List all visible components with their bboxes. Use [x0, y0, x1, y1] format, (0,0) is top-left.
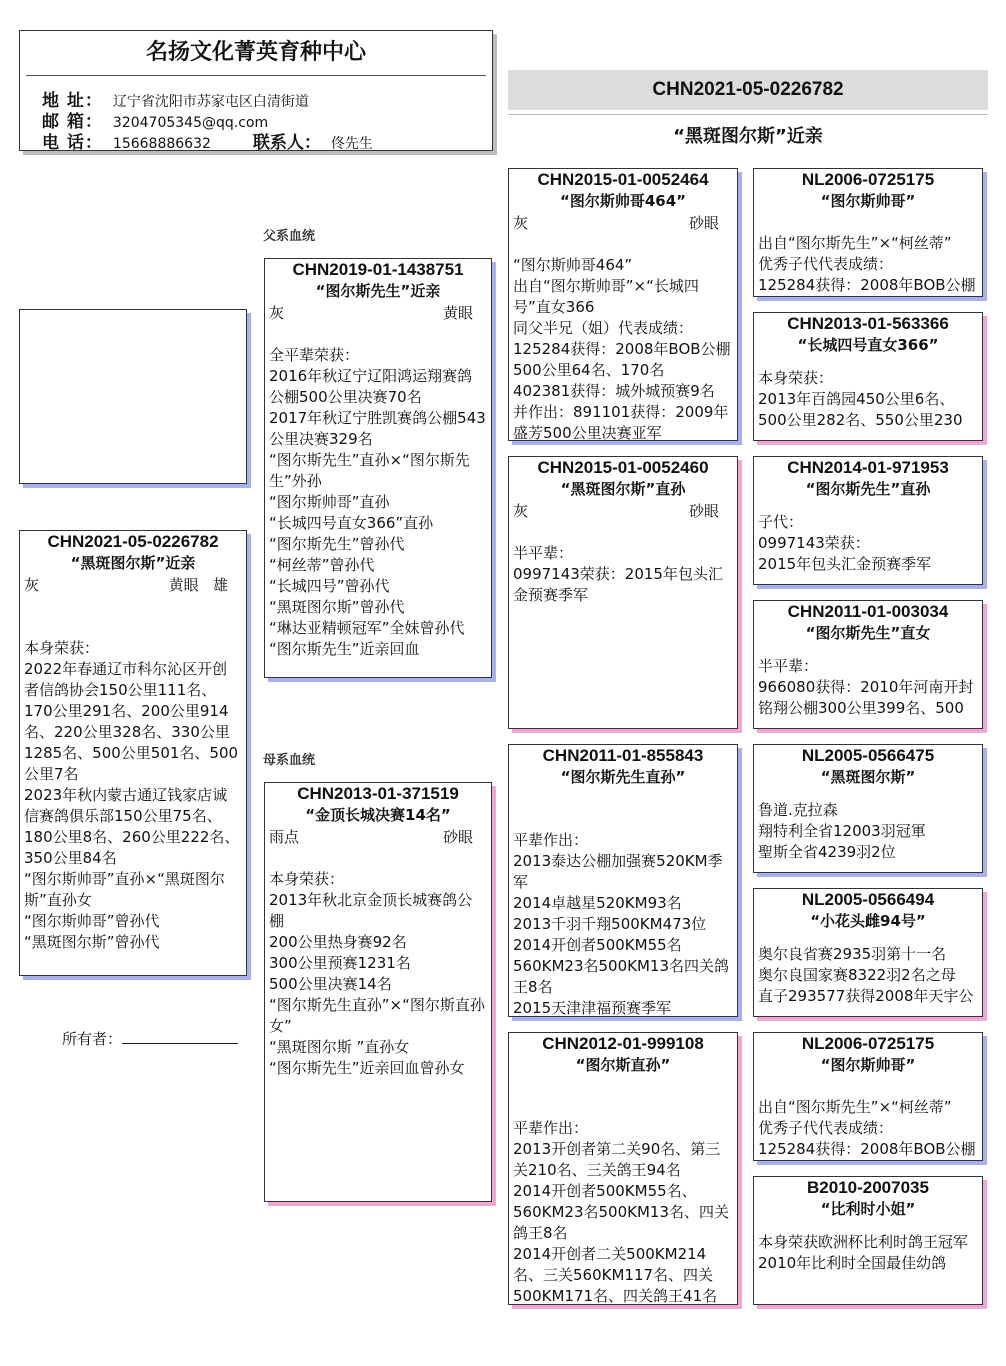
record-line: 2014开创者500KM55名: [513, 936, 682, 954]
breeder-title: 名扬文化菁英育种中心: [145, 40, 366, 65]
gp1-eye: 砂眼: [688, 214, 719, 232]
record-line: 402381获得：城外城预赛9名: [513, 382, 715, 400]
g5-record: [758, 800, 978, 863]
sire-attributes: [269, 302, 487, 324]
g6-ring: NL2005-0566494: [801, 890, 935, 909]
g1-record: [758, 233, 978, 296]
record-line: “黑斑图尔斯”曾孙代: [24, 933, 160, 951]
owner-label: 所有者：: [62, 1030, 123, 1048]
record-line: 2013年百鸽园450公里6名、500公里282名、550公里230: [758, 390, 963, 429]
sire-card: [264, 258, 492, 678]
dam-color: 雨点: [269, 828, 300, 846]
record-line: “图尔斯帅哥”直孙×“黑斑图尔斯”直孙女: [24, 870, 225, 909]
gp2-ring: CHN2015-01-0052460: [537, 458, 709, 477]
gp1-color: 灰: [513, 214, 529, 232]
g8-record: [758, 1232, 978, 1274]
record-line: 平辈作出：: [513, 831, 589, 849]
g4-record: [758, 656, 978, 719]
record-line: 翔特利全省12003羽冠軍: [758, 822, 926, 840]
gp1-attributes: [513, 212, 733, 234]
sire-name: “图尔斯先生”近亲: [315, 282, 441, 300]
record-line: 125284获得：2008年BOB公棚: [758, 1140, 976, 1158]
record-line: 2013年秋北京金顶长城赛鸽公棚: [269, 891, 473, 930]
record-line: 966080获得：2010年河南开封铭翔公棚300公里399名、500: [758, 678, 974, 717]
record-line: 出自“图尔斯帅哥”×“长城四号”直女366: [513, 277, 699, 316]
record-line: “图尔斯帅哥464”: [513, 256, 633, 274]
gp1-name: “图尔斯帅哥464”: [559, 192, 687, 210]
record-line: “图尔斯先生”近亲回血: [269, 640, 420, 658]
granddam-maternal-card: [508, 1032, 738, 1305]
record-line: “柯丝蒂”曾孙代: [269, 556, 375, 574]
dam-name: “金顶长城决赛14名”: [305, 806, 451, 824]
record-line: 优秀子代代表成绩：: [758, 255, 894, 273]
g7-record: [758, 1097, 978, 1160]
record-line: 2014开创者500KM55名、560KM23名500KM13名、四关鸽王8名: [513, 1182, 729, 1242]
record-line: 半平辈：: [513, 544, 574, 562]
g6-name: “小花头雌94号”: [810, 912, 926, 930]
g5-ring: NL2005-0566475: [801, 746, 935, 765]
record-line: 2015天津津福预赛季军: [513, 999, 672, 1017]
address-value: 辽宁省沈阳市苏家屯区白清街道: [112, 94, 309, 110]
ggp2-card: [753, 312, 983, 441]
ggp4-card: [753, 600, 983, 729]
record-line: 0997143荣获：: [758, 534, 870, 552]
record-line: 同父半兄（姐）代表成绩：: [513, 319, 694, 337]
header-divider: [26, 75, 486, 76]
gp3-name: “图尔斯先生直孙”: [560, 768, 686, 786]
paternal-label: 父系血统: [263, 229, 316, 244]
record-line: “图尔斯先生”近亲回血曾孙女: [269, 1059, 465, 1077]
record-line: 直子293577获得2008年天宇公: [758, 987, 974, 1005]
maternal-label: 母系血统: [263, 753, 316, 768]
record-line: 0997143荣获：2015年包头汇金预赛季军: [513, 565, 723, 604]
record-line: 出自“图尔斯先生”×“柯丝蒂”: [758, 234, 952, 252]
record-line: 2014开创者二关500KM214名、三关560KM117名、四关500KM171名、四关鸽王41名: [513, 1245, 718, 1305]
sire-ring: CHN2019-01-1438751: [292, 260, 464, 279]
ggp1-card: [753, 168, 983, 297]
dam-card: [264, 782, 492, 1202]
gp2-color: 灰: [513, 502, 529, 520]
record-line: 本身荣获欧洲杯比利时鸽王冠军: [758, 1233, 969, 1251]
record-line: 560KM23名500KM13名四关鸽王8名: [513, 957, 729, 996]
subject-name: “黑斑图尔斯”近亲: [70, 554, 196, 572]
g8-name: “比利时小姐”: [820, 1200, 916, 1218]
gp3-record: [513, 830, 733, 1017]
gp2-name: “黑斑图尔斯”直孙: [560, 480, 686, 498]
gp1-ring: CHN2015-01-0052464: [537, 170, 709, 189]
record-line: 2013开创者第二关90名、第三关210名、三关鸽王94名: [513, 1140, 721, 1179]
record-line: 优秀子代代表成绩：: [758, 1119, 894, 1137]
top-bird-name: “黑斑图尔斯”近亲: [673, 126, 823, 147]
g3-name: “图尔斯先生”直孙: [805, 480, 931, 498]
record-line: 鲁道.克拉森: [758, 801, 838, 819]
address-label: 地 址：: [42, 91, 103, 111]
record-line: 奥尔良国家赛8322羽2名之母: [758, 966, 956, 984]
record-line: “图尔斯先生”曾孙代: [269, 535, 405, 553]
g4-ring: CHN2011-01-003034: [787, 602, 949, 621]
record-line: 2022年春通辽市科尔沁区开创者信鸽协会150公里111名、170公里291名、200公里914名、220公里328名、330公里1285名、500公里501名、500公里7名: [24, 660, 239, 783]
g7-ring: NL2006-0725175: [801, 1034, 935, 1053]
owner-signature-line[interactable]: [122, 1030, 238, 1044]
record-line: 200公里热身赛92名: [269, 933, 407, 951]
email-label: 邮 箱：: [42, 112, 103, 132]
gp3-ring: CHN2011-01-855843: [542, 746, 704, 765]
record-line: “长城四号”曾孙代: [269, 577, 390, 595]
gp1-record: [513, 255, 733, 441]
g2-record: [758, 368, 978, 431]
record-line: “图尔斯先生”直孙×“图尔斯先生”外孙: [269, 451, 470, 490]
record-line: 本身荣获：: [758, 369, 834, 387]
gp2-eye: 砂眼: [688, 502, 719, 520]
ggp7-card: [753, 1032, 983, 1161]
grandsire-paternal-card: [508, 168, 738, 441]
record-line: 本身荣获：: [269, 870, 345, 888]
subject-card: [19, 530, 247, 976]
record-line: 全平辈荣获：: [269, 346, 360, 364]
record-line: 2016年秋辽宁辽阳鸿运翔赛鸽公棚500公里决赛70名: [269, 367, 473, 406]
record-line: 半平辈：: [758, 657, 819, 675]
record-line: “图尔斯帅哥”直孙: [269, 493, 390, 511]
phone-value: 15668886632: [112, 136, 211, 151]
record-line: “长城四号直女366”直孙: [269, 514, 434, 532]
subject-sex: 雄: [212, 576, 228, 594]
gp2-record: [513, 543, 733, 606]
breeder-header: [19, 30, 493, 151]
ggp3-card: [753, 456, 983, 585]
record-line: 平辈作出：: [513, 1119, 589, 1137]
top-ring-number: CHN2021-05-0226782: [508, 70, 988, 110]
record-line: 300公里预赛1231名: [269, 954, 411, 972]
record-line: 聖斯全省4239羽2位: [758, 843, 896, 861]
record-line: 125284获得：2008年BOB公棚500公里64名、170名: [513, 340, 731, 379]
record-line: 奥尔良省赛2935羽第十一名: [758, 945, 947, 963]
sire-record: [269, 345, 487, 660]
record-line: 2014卓越星520KM93名: [513, 894, 682, 912]
owner-field: [62, 1028, 238, 1049]
record-line: 并作出：891101获得：2009年盛芳500公里决赛亚军: [513, 403, 729, 441]
record-line: “琳达亚精顿冠军”全妹曾孙代: [269, 619, 465, 637]
ggp6-card: [753, 888, 983, 1017]
phone-row: [42, 128, 373, 151]
gp4-ring: CHN2012-01-999108: [542, 1034, 704, 1053]
subject-eye: 黄眼: [168, 576, 199, 594]
dam-ring: CHN2013-01-371519: [297, 784, 459, 803]
g2-ring: CHN2013-01-563366: [787, 314, 949, 333]
dam-attributes: [269, 826, 487, 848]
granddam-paternal-card: [508, 456, 738, 729]
g3-ring: CHN2014-01-971953: [787, 458, 949, 477]
email-value: 3204705345@qq.com: [112, 115, 269, 131]
g4-name: “图尔斯先生”直女: [805, 624, 931, 642]
g5-name: “黑斑图尔斯”: [820, 768, 916, 786]
record-line: 125284获得：2008年BOB公棚: [758, 276, 976, 294]
record-line: 2013泰达公棚加强赛520KM季军: [513, 852, 723, 891]
g1-name: “图尔斯帅哥”: [820, 192, 916, 210]
ggp5-card: [753, 744, 983, 873]
ggp8-card: [753, 1176, 983, 1305]
g2-name: “长城四号直女366”: [797, 336, 939, 354]
record-line: 2017年秋辽宁胜凯赛鸽公棚543公里决赛329名: [269, 409, 486, 448]
sire-eye: 黄眼: [442, 304, 473, 322]
contact-value: 佟先生: [330, 136, 373, 151]
record-line: 2013千羽千翔500KM473位: [513, 915, 707, 933]
phone-label: 电 话：: [42, 133, 103, 151]
record-line: 500公里决赛14名: [269, 975, 392, 993]
gp4-record: [513, 1118, 733, 1305]
subject-attributes: [24, 574, 242, 596]
g3-record: [758, 512, 978, 575]
g8-ring: B2010-2007035: [807, 1178, 929, 1197]
subject-record: [24, 638, 242, 953]
top-divider: [508, 114, 988, 115]
record-line: “黑斑图尔斯 ”直孙女: [269, 1038, 410, 1056]
contact-label: 联系人：: [252, 133, 321, 151]
record-line: “黑斑图尔斯”曾孙代: [269, 598, 405, 616]
record-line: 2010年比利时全国最佳幼鸽: [758, 1254, 947, 1272]
dam-eye: 砂眼: [442, 828, 473, 846]
record-line: “图尔斯帅哥”曾孙代: [24, 912, 160, 930]
gp2-attributes: [513, 500, 733, 522]
record-line: 出自“图尔斯先生”×“柯丝蒂”: [758, 1098, 952, 1116]
gp4-name: “图尔斯直孙”: [575, 1056, 671, 1074]
grandsire-maternal-card: [508, 744, 738, 1017]
record-line: 2015年包头汇金预赛季军: [758, 555, 932, 573]
photo-frame: [19, 309, 247, 484]
g6-record: [758, 944, 978, 1007]
record-line: 2023年秋内蒙古通辽钱家店诚信赛鸽俱乐部150公里75名、180公里8名、260公里222名、350公里84名: [24, 786, 240, 867]
record-line: 子代：: [758, 513, 804, 531]
subject-color: 灰: [24, 576, 40, 594]
record-line: 本身荣获：: [24, 639, 100, 657]
g1-ring: NL2006-0725175: [801, 170, 935, 189]
subject-ring: CHN2021-05-0226782: [47, 532, 219, 551]
g7-name: “图尔斯帅哥”: [820, 1056, 916, 1074]
record-line: “图尔斯先生直孙”×“图尔斯直孙女”: [269, 996, 485, 1035]
dam-record: [269, 869, 487, 1079]
sire-color: 灰: [269, 304, 285, 322]
